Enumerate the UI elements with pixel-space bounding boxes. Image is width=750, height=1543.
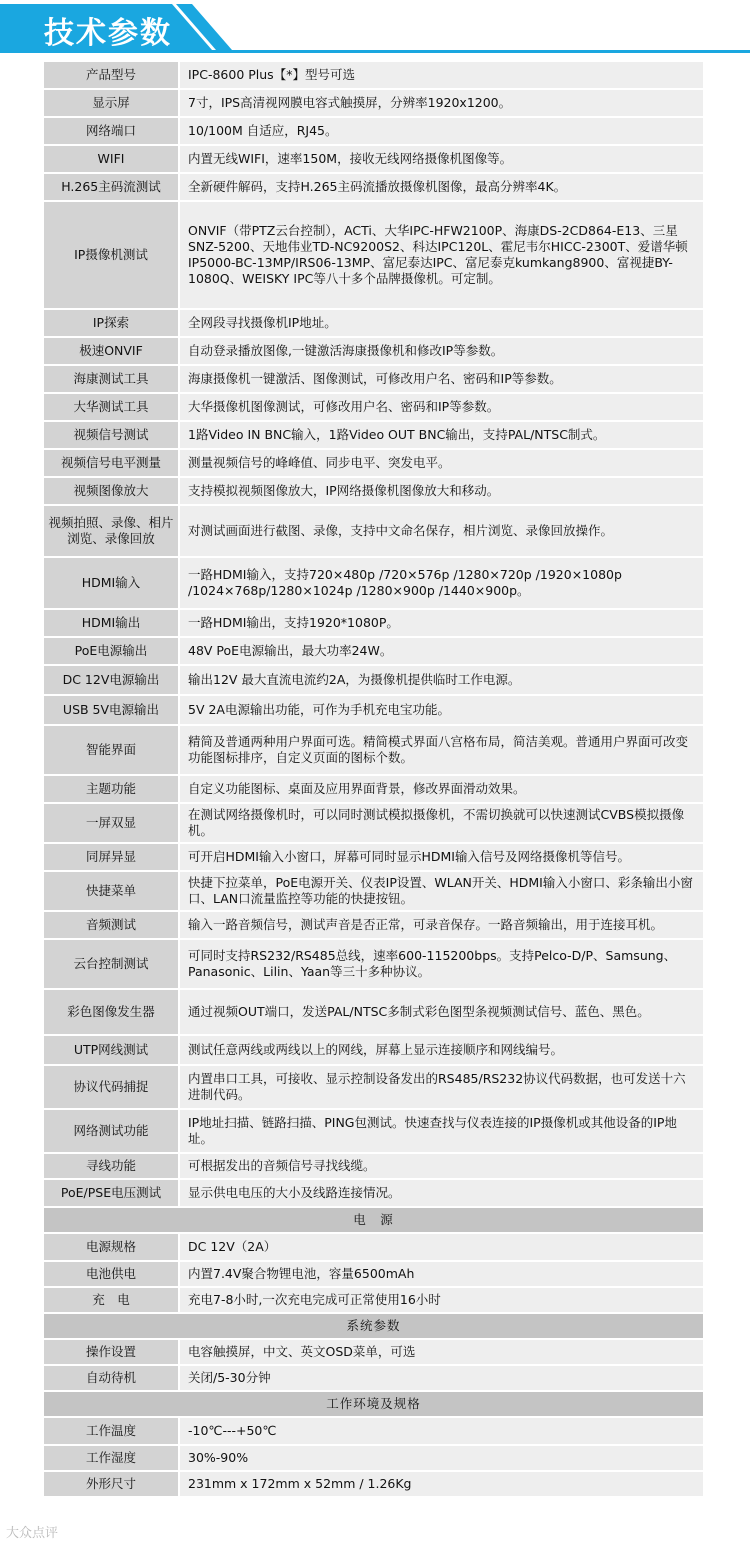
section-title: 系统参数 [43,1313,704,1339]
spec-row [43,1261,704,1287]
spec-row [43,477,704,505]
spec-value: 48V PoE电源输出，最大功率24W。 [179,637,704,665]
title-banner [0,0,750,56]
spec-label: IP探索 [43,309,179,337]
spec-row [43,637,704,665]
spec-value: 7寸，IPS高清视网膜电容式触摸屏，分辨率1920x1200。 [179,89,704,117]
spec-value: 自动登录播放图像,一键激活海康摄像机和修改IP等参数。 [179,337,704,365]
spec-value: 1路Video IN BNC输入，1路Video OUT BNC输出，支持PAL/NTSC制式。 [179,421,704,449]
spec-value: 输入一路音频信号，测试声音是否正常，可录音保存。一路音频输出，用于连接耳机。 [179,911,704,939]
spec-row [43,1287,704,1313]
spec-row [43,1179,704,1207]
spec-row [43,145,704,173]
spec-value: -10℃---+50℃ [179,1417,704,1445]
spec-label: 视频信号电平测量 [43,449,179,477]
spec-value: 30%-90% [179,1445,704,1471]
spec-value: 5V 2A电源输出功能，可作为手机充电宝功能。 [179,695,704,725]
spec-value: 精简及普通两种用户界面可选。精简模式界面八宫格布局，简洁美观。普通用户界面可改变功能图标排序，自定义页面的图标个数。 [179,725,704,775]
spec-label: 音频测试 [43,911,179,939]
spec-value: 内置无线WIFI，速率150M，接收无线网络摄像机图像等。 [179,145,704,173]
spec-value: 对测试画面进行截图、录像，支持中文命名保存，相片浏览、录像回放操作。 [179,505,704,557]
spec-value: 测试任意两线或两线以上的网线，屏幕上显示连接顺序和网线编号。 [179,1035,704,1065]
spec-label: 寻线功能 [43,1153,179,1179]
section-header-row [43,1207,704,1233]
spec-value: 可根据发出的音频信号寻找线缆。 [179,1153,704,1179]
spec-row [43,775,704,803]
spec-row [43,665,704,695]
spec-row [43,1417,704,1445]
spec-label: PoE/PSE电压测试 [43,1179,179,1207]
spec-row [43,803,704,843]
spec-value: 海康摄像机一键激活、图像测试，可修改用户名、密码和IP等参数。 [179,365,704,393]
spec-label: 快捷菜单 [43,871,179,911]
spec-value: IPC-8600 Plus【*】型号可选 [179,61,704,89]
spec-value: 一路HDMI输出，支持1920*1080P。 [179,609,704,637]
spec-row [43,843,704,871]
spec-row [43,309,704,337]
spec-value: 充电7-8小时,一次充电完成可正常使用16小时 [179,1287,704,1313]
spec-label: 视频信号测试 [43,421,179,449]
spec-row [43,449,704,477]
spec-label: 外形尺寸 [43,1471,179,1497]
spec-row [43,609,704,637]
spec-label: 工作湿度 [43,1445,179,1471]
spec-row [43,365,704,393]
spec-value: 231mm x 172mm x 52mm / 1.26Kg [179,1471,704,1497]
spec-label: HDMI输入 [43,557,179,609]
section-header-row [43,1313,704,1339]
spec-row [43,393,704,421]
spec-value: 全新硬件解码，支持H.265主码流播放摄像机图像，最高分辨率4K。 [179,173,704,201]
spec-label: 充 电 [43,1287,179,1313]
spec-value: 关闭/5-30分钟 [179,1365,704,1391]
spec-row [43,1339,704,1365]
spec-value: 全网段寻找摄像机IP地址。 [179,309,704,337]
spec-row [43,1365,704,1391]
spec-label: 产品型号 [43,61,179,89]
spec-row [43,173,704,201]
spec-label: 大华测试工具 [43,393,179,421]
spec-row [43,911,704,939]
spec-label: 同屏异显 [43,843,179,871]
spec-label: 显示屏 [43,89,179,117]
spec-value: DC 12V（2A） [179,1233,704,1261]
spec-label: PoE电源输出 [43,637,179,665]
spec-value: 显示供电电压的大小及线路连接情况。 [179,1179,704,1207]
spec-row [43,1445,704,1471]
spec-value: ONVIF（带PTZ云台控制），ACTi、大华IPC-HFW2100P、海康DS-2CD864-E13、三星SNZ-5200、天地伟业TD-NC9200S2、科达IPC120L、霍尼韦尔HICC-2300T、爱谱华顿IP5000-BC-13MP/IRS06-13MP、富尼泰达IPC、富尼泰克kumkang8900、富视捷BY-1080Q、WEISKY IPC等八十多个品牌摄像机。可定制。 [179,201,704,309]
spec-row [43,725,704,775]
spec-value: 电容触摸屏，中文、英文OSD菜单，可选 [179,1339,704,1365]
spec-row [43,1109,704,1153]
spec-row [43,1153,704,1179]
spec-label: 工作温度 [43,1417,179,1445]
spec-label: 彩色图像发生器 [43,989,179,1035]
spec-label: WIFI [43,145,179,173]
spec-label: 云台控制测试 [43,939,179,989]
spec-value: 通过视频OUT端口，发送PAL/NTSC多制式彩色图型条视频测试信号、蓝色、黑色。 [179,989,704,1035]
spec-table [42,60,705,1498]
spec-value: 大华摄像机图像测试，可修改用户名、密码和IP等参数。 [179,393,704,421]
spec-row [43,939,704,989]
spec-label: 主题功能 [43,775,179,803]
spec-row [43,1065,704,1109]
spec-label: USB 5V电源输出 [43,695,179,725]
section-header-row [43,1391,704,1417]
spec-row [43,557,704,609]
spec-row [43,695,704,725]
spec-value: 支持模拟视频图像放大，IP网络摄像机图像放大和移动。 [179,477,704,505]
spec-label: 极速ONVIF [43,337,179,365]
spec-label: 视频拍照、录像、相片浏览、录像回放 [43,505,179,557]
spec-row [43,337,704,365]
spec-label: 自动待机 [43,1365,179,1391]
section-title: 工作环境及规格 [43,1391,704,1417]
spec-label: 协议代码捕捉 [43,1065,179,1109]
spec-value: 自定义功能图标、桌面及应用界面背景，修改界面滑动效果。 [179,775,704,803]
section-title: 电 源 [43,1207,704,1233]
spec-row [43,989,704,1035]
spec-label: 海康测试工具 [43,365,179,393]
spec-row [43,505,704,557]
spec-label: DC 12V电源输出 [43,665,179,695]
spec-row [43,871,704,911]
spec-row [43,1471,704,1497]
spec-value: 内置7.4V聚合物锂电池，容量6500mAh [179,1261,704,1287]
spec-value: 测量视频信号的峰峰值、同步电平、突发电平。 [179,449,704,477]
spec-label: 电池供电 [43,1261,179,1287]
spec-value: 可开启HDMI输入小窗口，屏幕可同时显示HDMI输入信号及网络摄像机等信号。 [179,843,704,871]
page-title: 技术参数 [44,16,172,51]
spec-value: IP地址扫描、链路扫描、PING包测试。快速查找与仪表连接的IP摄像机或其他设备的IP地址。 [179,1109,704,1153]
spec-value: 快捷下拉菜单，PoE电源开关、仪表IP设置、WLAN开关、HDMI输入小窗口、彩条输出小窗口、LAN口流量监控等功能的快捷按钮。 [179,871,704,911]
spec-row [43,61,704,89]
spec-label: 一屏双显 [43,803,179,843]
spec-label: 电源规格 [43,1233,179,1261]
spec-row [43,89,704,117]
spec-label: 网络端口 [43,117,179,145]
spec-label: H.265主码流测试 [43,173,179,201]
spec-label: HDMI输出 [43,609,179,637]
spec-value: 输出12V 最大直流电流约2A，为摄像机提供临时工作电源。 [179,665,704,695]
watermark-text: 大众点评 [6,1526,59,1541]
spec-value: 一路HDMI输入，支持720×480p /720×576p /1280×720p /1920×1080p /1024×768p/1280×1024p /1280×900p /1440×900p。 [179,557,704,609]
spec-label: UTP网线测试 [43,1035,179,1065]
spec-label: 智能界面 [43,725,179,775]
spec-value: 内置串口工具，可接收、显示控制设备发出的RS485/RS232协议代码数据，也可发送十六进制代码。 [179,1065,704,1109]
spec-label: 视频图像放大 [43,477,179,505]
spec-row [43,421,704,449]
spec-value: 可同时支持RS232/RS485总线，速率600-115200bps。支持Pelco-D/P、Samsung、Panasonic、Lilin、Yaan等三十多种协议。 [179,939,704,989]
spec-row [43,201,704,309]
spec-value: 在测试网络摄像机时，可以同时测试模拟摄像机，不需切换就可以快速测试CVBS模拟摄像机。 [179,803,704,843]
spec-label: 网络测试功能 [43,1109,179,1153]
spec-row [43,1233,704,1261]
spec-value: 10/100M 自适应，RJ45。 [179,117,704,145]
spec-label: 操作设置 [43,1339,179,1365]
spec-label: IP摄像机测试 [43,201,179,309]
spec-row [43,117,704,145]
spec-row [43,1035,704,1065]
